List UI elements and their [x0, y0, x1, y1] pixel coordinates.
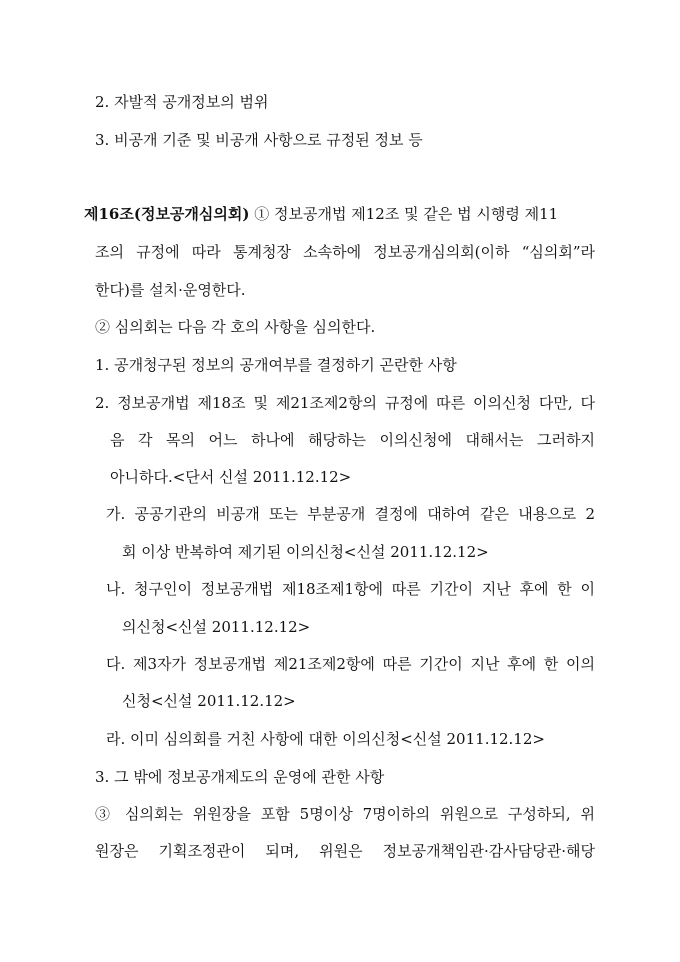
- article-16-heading: 제16조(정보공개심의회): [84, 205, 250, 223]
- sub-item-na-line-2: 의신청<신설 2011.12.12>: [122, 618, 311, 636]
- item-2-objection-line-1: 2. 정보공개법 제18조 및 제21조제2항의 규정에 따른 이의신청 다만, 다: [95, 394, 595, 412]
- item-2-objection-line-3: 아니하다.<단서 신설 2011.12.12>: [110, 468, 352, 486]
- sub-item-ra: 라. 이미 심의회를 거친 사항에 대한 이의신청<신설 2011.12.12>: [106, 730, 545, 748]
- sub-item-ga-line-1: 가. 공공기관의 비공개 또는 부분공개 결정에 대하여 같은 내용으로 2: [106, 505, 595, 523]
- item-1-undecided-disclosure: 1. 공개청구된 정보의 공개여부를 결정하기 곤란한 사항: [95, 356, 457, 374]
- item-3-other-matters: 3. 그 밖에 정보공개제도의 운영에 관한 사항: [95, 768, 385, 786]
- sub-item-da-line-2: 신청<신설 2011.12.12>: [122, 692, 296, 710]
- item-2-objection-line-2: 음 각 목의 어느 하나에 해당하는 이의신청에 대해서는 그러하지: [110, 431, 595, 449]
- article-16-paragraph-1-line-3: 한다)를 설치·운영한다.: [95, 281, 246, 299]
- article-16-paragraph-2: ② 심의회는 다음 각 호의 사항을 심의한다.: [95, 318, 376, 336]
- list-item-3-non-disclosure: 3. 비공개 기준 및 비공개 사항으로 규정된 정보 등: [95, 131, 423, 149]
- article-16-first-line-text: ① 정보공개법 제12조 및 같은 법 시행령 제11: [249, 205, 559, 223]
- list-item-2-voluntary-scope: 2. 자발적 공개정보의 범위: [95, 93, 269, 111]
- sub-item-na-line-1: 나. 청구인이 정보공개법 제18조제1항에 따른 기간이 지난 후에 한 이: [106, 580, 595, 598]
- article-16-paragraph-1-line-1: [84, 204, 558, 224]
- article-16-paragraph-3-line-2: 원장은 기획조정관이 되며, 위원은 정보공개책임관·감사담당관·해당: [95, 842, 595, 860]
- sub-item-da-line-1: 다. 제3자가 정보공개법 제21조제2항에 따른 기간이 지난 후에 한 이의: [106, 655, 595, 673]
- article-16-paragraph-1-line-2: 조의 규정에 따라 통계청장 소속하에 정보공개심의회(이하 “심의회”라: [95, 243, 595, 261]
- sub-item-ga-line-2: 회 이상 반복하여 제기된 이의신청<신설 2011.12.12>: [122, 543, 489, 561]
- article-16-paragraph-3-line-1: ③ 심의회는 위원장을 포함 5명이상 7명이하의 위원으로 구성하되, 위: [95, 805, 595, 823]
